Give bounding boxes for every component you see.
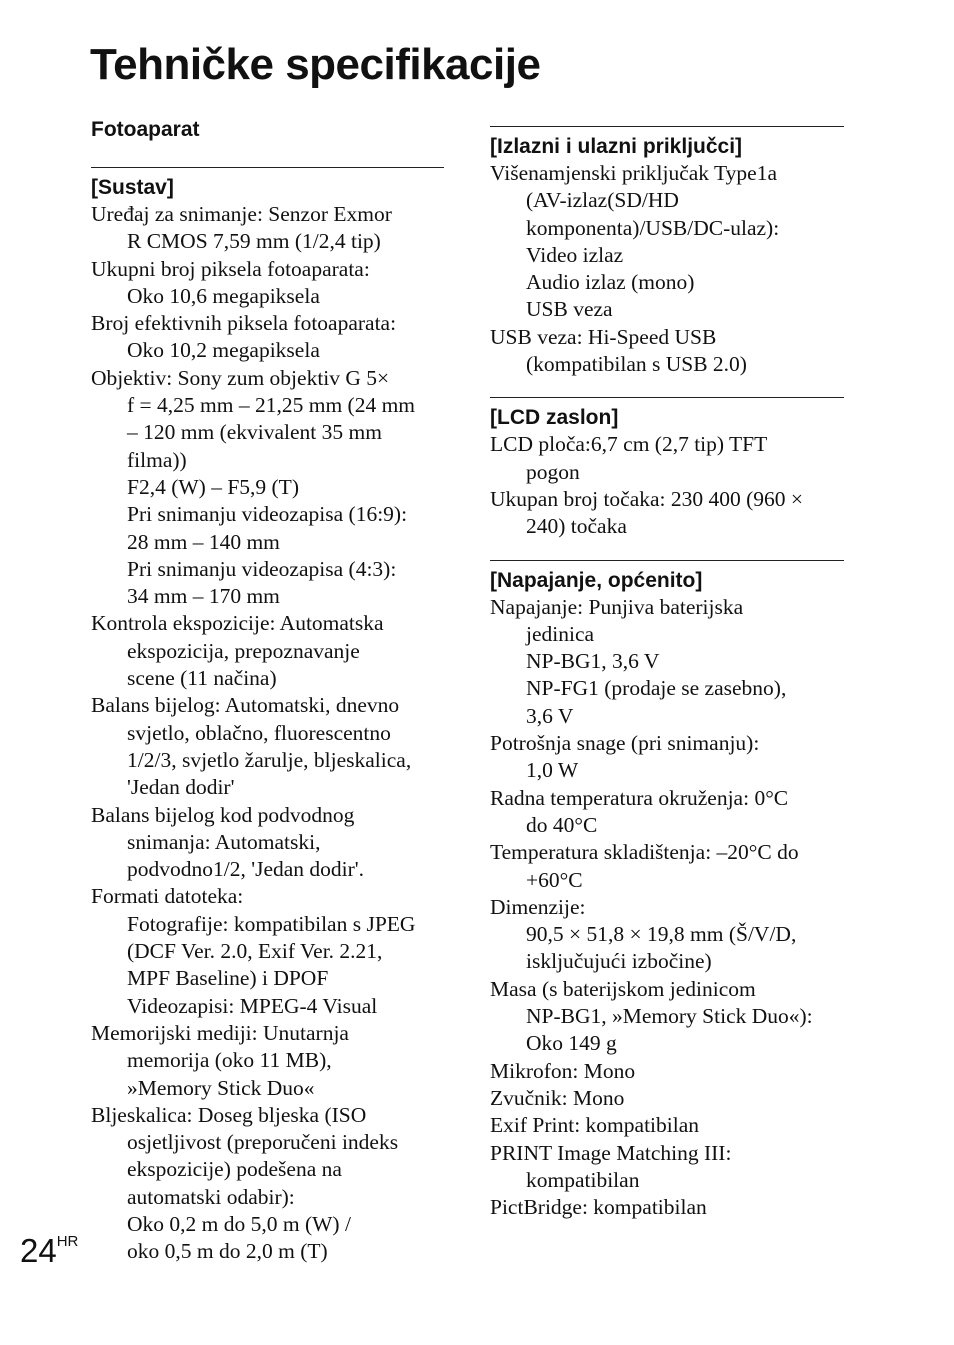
spec-line-continued: svjetlo, oblačno, fluorescentno [127, 720, 391, 745]
spec-line: Bljeskalica: Doseg bljeska (ISO [91, 1102, 367, 1127]
spec-group [490, 397, 844, 540]
spec-line: LCD ploča:6,7 cm (2,7 tip) TFT [490, 432, 768, 457]
spec-line-continued: Pri snimanju videozapisa (4:3): [127, 556, 397, 581]
spec-group [490, 560, 844, 1222]
spec-group-heading: [Izlazni i ulazni priključci] [490, 135, 743, 158]
section-title: Fotoaparat [91, 118, 200, 141]
spec-line-continued: Oko 149 g [526, 1031, 617, 1056]
spec-line: Zvučnik: Mono [490, 1085, 625, 1110]
spec-line-continued: automatski odabir): [127, 1184, 295, 1209]
page-number [20, 1232, 78, 1270]
spec-line: Dimenzije: [490, 894, 586, 919]
spec-line-continued: ekspozicija, prepoznavanje [127, 638, 360, 663]
spec-group [490, 126, 844, 378]
page-language-code: HR [56, 1233, 79, 1250]
spec-line: Višenamjenski priključak Type1a [490, 161, 777, 185]
spec-line: Exif Print: kompatibilan [490, 1113, 700, 1138]
spec-line-continued: (kompatibilan s USB 2.0) [526, 352, 747, 377]
spec-line-continued: osjetljivost (preporučeni indeks [127, 1130, 399, 1155]
spec-line: Objektiv: Sony zum objektiv G 5× [91, 365, 390, 390]
spec-line-continued: do 40°C [526, 812, 598, 837]
spec-line-continued: NP-FG1 (prodaje se zasebno), [526, 676, 787, 701]
spec-line-continued: memorija (oko 11 MB), [127, 1048, 332, 1073]
spec-line: PRINT Image Matching III: [490, 1140, 732, 1165]
spec-line-continued: R CMOS 7,59 mm (1/2,4 tip) [127, 229, 381, 254]
spec-line-continued: 240) točaka [526, 514, 627, 539]
spec-line-continued: podvodno1/2, 'Jedan dodir'. [127, 857, 365, 882]
spec-line-continued: NP-BG1, 3,6 V [526, 649, 660, 674]
spec-line-continued: NP-BG1, »Memory Stick Duo«): [526, 1004, 813, 1029]
spec-line: Uređaj za snimanje: Senzor Exmor [91, 202, 392, 226]
spec-line: Balans bijelog: Automatski, dnevno [91, 693, 400, 718]
spec-line-continued: pogon [526, 459, 580, 484]
spec-line: Potrošnja snage (pri snimanju): [490, 731, 760, 756]
spec-line-continued: oko 0,5 m do 2,0 m (T) [127, 1239, 328, 1264]
spec-line-continued: Pri snimanju videozapisa (16:9): [127, 502, 408, 527]
spec-line: Formati datoteka: [91, 884, 244, 909]
left-column [91, 167, 444, 1285]
spec-line-continued: 1/2/3, svjetlo žarulje, bljeskalica, [127, 747, 412, 772]
spec-line: Ukupan broj točaka: 230 400 (960 × [490, 486, 804, 511]
spec-line-continued: jedinica [526, 621, 595, 646]
spec-line: Broj efektivnih piksela fotoaparata: [91, 311, 397, 336]
spec-line-continued: isključujući izbočine) [526, 949, 712, 974]
page-title: Tehničke specifikacije [90, 40, 541, 89]
spec-line-continued: (AV-izlaz(SD/HD [526, 188, 679, 213]
spec-line: PictBridge: kompatibilan [490, 1195, 707, 1220]
spec-line-continued: 'Jedan dodir' [127, 775, 235, 800]
spec-line-continued: Oko 10,2 megapiksela [127, 338, 320, 363]
spec-line: USB veza: Hi-Speed USB [490, 324, 717, 349]
spec-line-continued: ekspozicije) podešena na [127, 1157, 342, 1182]
spec-line-continued: filma)) [127, 447, 187, 472]
spec-group-heading: [Napajanje, općenito] [490, 568, 703, 592]
spec-line-continued: »Memory Stick Duo« [127, 1075, 315, 1100]
spec-group-heading: [Sustav] [91, 176, 174, 199]
spec-line: Ukupni broj piksela fotoaparata: [91, 256, 370, 281]
spec-line-continued: F2,4 (W) – F5,9 (T) [127, 474, 299, 499]
spec-line: Temperatura skladištenja: –20°C do [490, 840, 799, 865]
spec-line-continued: Videozapisi: MPEG-4 Visual [127, 993, 378, 1018]
spec-line-continued: scene (11 načina) [127, 666, 277, 691]
spec-line-continued: Oko 10,6 megapiksela [127, 283, 320, 308]
spec-line: Kontrola ekspozicije: Automatska [91, 611, 384, 636]
spec-line-continued: MPF Baseline) i DPOF [127, 966, 329, 991]
spec-line-continued: f = 4,25 mm – 21,25 mm (24 mm [127, 393, 416, 418]
spec-line-continued: 90,5 × 51,8 × 19,8 mm (Š/V/D, [526, 922, 797, 947]
spec-group [91, 167, 444, 1266]
spec-line-continued: kompatibilan [526, 1167, 640, 1192]
spec-line: Napajanje: Punjiva baterijska [490, 594, 744, 619]
right-column [490, 126, 844, 1240]
spec-line-continued: 1,0 W [526, 758, 579, 783]
spec-line-continued: 34 mm – 170 mm [127, 584, 280, 609]
spec-line-continued: Fotografije: kompatibilan s JPEG [127, 911, 416, 936]
spec-line-continued: USB veza [526, 297, 613, 322]
page-number-value: 24 [20, 1232, 57, 1269]
spec-group-heading: [LCD zaslon] [490, 406, 619, 430]
spec-line: Masa (s baterijskom jedinicom [490, 976, 756, 1001]
spec-line: Radna temperatura okruženja: 0°C [490, 785, 789, 810]
spec-line-continued: Video izlaz [526, 242, 624, 267]
spec-line-continued: snimanja: Automatski, [127, 829, 321, 854]
spec-line-continued: Audio izlaz (mono) [526, 270, 695, 295]
spec-line-continued: (DCF Ver. 2.0, Exif Ver. 2.21, [127, 939, 383, 964]
spec-line-continued: Oko 0,2 m do 5,0 m (W) / [127, 1211, 351, 1236]
spec-line-continued: – 120 mm (ekvivalent 35 mm [127, 420, 382, 445]
spec-line-continued: komponenta)/USB/DC-ulaz): [526, 215, 780, 240]
spec-line-continued: 28 mm – 140 mm [127, 529, 280, 554]
spec-line-continued: +60°C [526, 867, 583, 892]
spec-line: Balans bijelog kod podvodnog [91, 802, 355, 827]
spec-line: Memorijski mediji: Unutarnja [91, 1020, 349, 1045]
spec-line: Mikrofon: Mono [490, 1058, 636, 1083]
spec-line-continued: 3,6 V [526, 703, 574, 728]
